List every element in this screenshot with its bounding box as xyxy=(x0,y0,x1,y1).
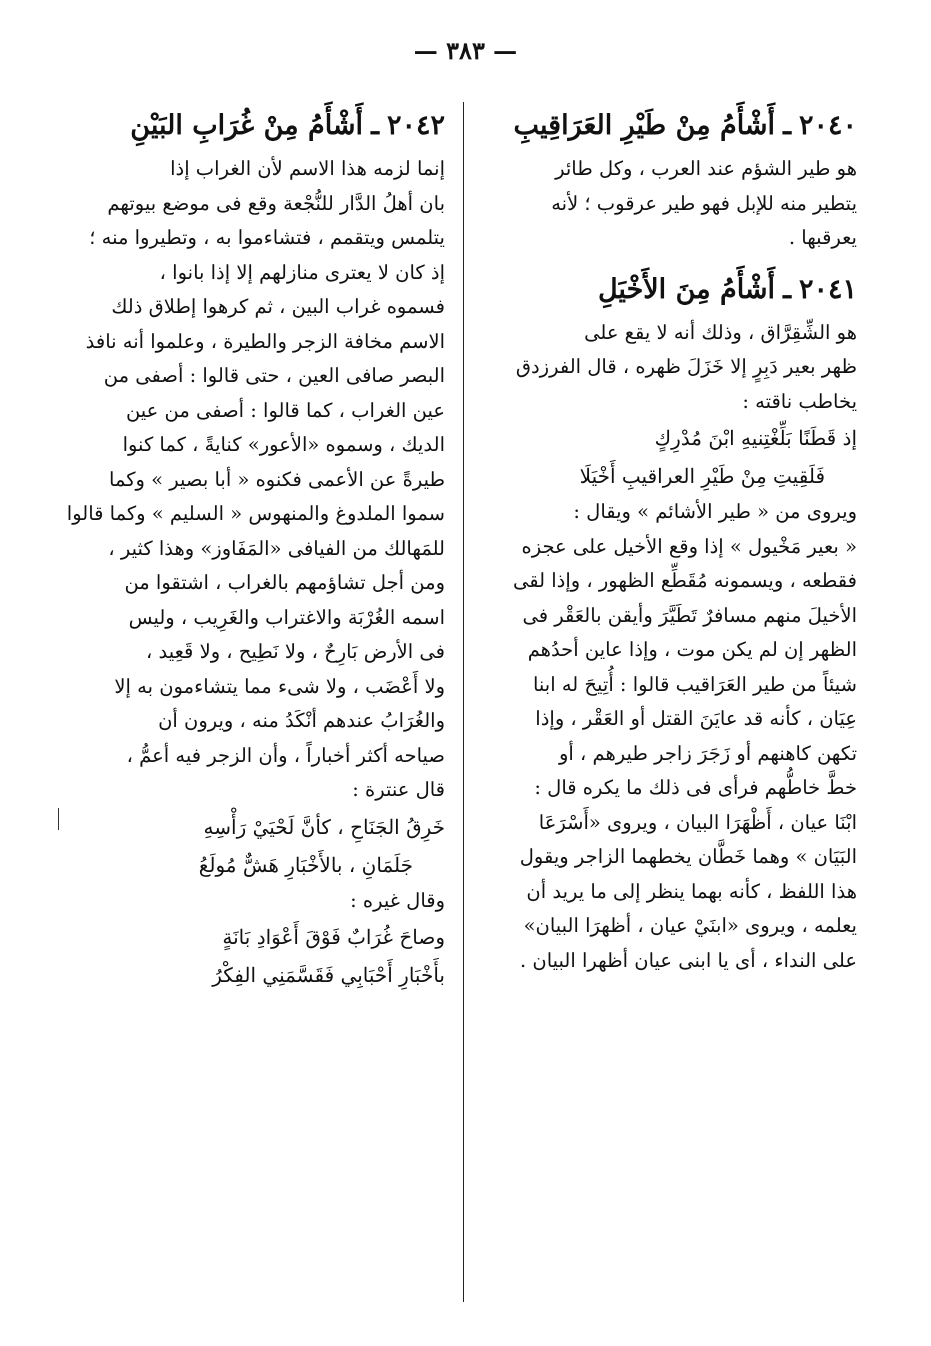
text-line: ابْنَا عيان ، أَظْهَرَا البيان ، ويروى «أَسْرَعَا xyxy=(538,810,857,834)
text-line: شيئاً من طير العَرَاقيب قالوا : أُتِيحَ له ابنا xyxy=(532,672,857,696)
text-line: يعرقبها . xyxy=(788,226,857,249)
text-line: الديك ، وسموه «الأعور» كنايةً ، كما كنوا xyxy=(122,433,445,456)
entry-heading-2041 xyxy=(475,264,857,316)
verse-line: جَلَمَانِ ، بالأَخْبَارِ هَشٌّ مُولَعُ xyxy=(198,852,413,877)
page-number: — ٣٨٣ — xyxy=(413,36,518,65)
text-line: بان أهلُ الدَّار للنُّجْعة وقع فى موضع بيوتهم xyxy=(107,191,445,215)
entry-title: أَشْأَمُ مِنْ غُرَابِ البَيْنِ xyxy=(130,110,364,141)
right-column xyxy=(475,100,857,978)
verse-line: وصاحَ غُرَابٌ فَوْقَ أَعْوَادِ بَانَةٍ xyxy=(222,925,445,949)
text-line: الاسم مخافة الزجر والطيرة ، وعلموا أنه نافذ xyxy=(85,329,445,353)
text-line: يخاطب ناقته : xyxy=(742,389,857,413)
text-line: هو الشِّقِرَّاق ، وذلك أنه لا يقع على xyxy=(584,320,857,344)
entry-number: ٢٠٤١ xyxy=(798,273,857,305)
text-line: الأخيلَ منهم مسافرٌ تَطَيَّرَ وأيقن بالعَقْر فى xyxy=(522,603,857,627)
text-line: على النداء ، أى يا ابنى عيان أظهرا البيان . xyxy=(520,948,857,972)
text-line: يعلمه ، ويروى «ابنَيْ عيان ، أظهرَا البيان» xyxy=(523,914,857,937)
text-line: تكهن كاهنهم أو زَجَرَ زاجر طيرهم ، أو xyxy=(558,741,857,765)
text-line: فسموه غراب البين ، ثم كرهوا إطلاق ذلك xyxy=(111,295,445,318)
text-line: خطَّ خاطُّهم فرأى فى ذلك ما يكره قال : xyxy=(534,776,857,799)
entry-number: ٢٠٤٢ xyxy=(386,110,445,141)
text-line: البصر صافى العين ، حتى قالوا : أصفى من xyxy=(103,364,445,387)
entry-heading-2040 xyxy=(475,100,857,152)
text-line: صياحه أكثر أخباراً ، وأن الزجر فيه أعمُّ ، xyxy=(126,743,445,767)
verse-line: خَرِقُ الجَنَاحِ ، كأنَّ لَحْيَيْ رَأْسِهِ xyxy=(203,814,445,839)
column-divider xyxy=(463,102,464,1302)
verse-line: بأَخْبَارِ أَحْبَابِي فَقَسَّمَنِي الفِكْرُ xyxy=(212,963,445,987)
text-line: اسمه الغُرْبَة والاغتراب والغَرِيب ، وليس xyxy=(128,605,445,629)
text-line: طيرةً عن الأعمى فكنوه « أبا بصير » وكما xyxy=(109,467,445,491)
text-line: البَيَان » وهما خَطَّان يخطهما الزاجر ويقول xyxy=(519,845,857,868)
entry-heading-2042 xyxy=(63,100,445,152)
text-line: يتطير منه للإبل فهو طير عرقوب ؛ لأنه xyxy=(551,191,857,215)
text-line: ويروى من « طير الأشائم » ويقال : xyxy=(573,500,857,523)
text-line: فقطعه ، ويسمونه مُقَطِّع الظهور ، وإذا لقى xyxy=(512,569,857,592)
verse-line: إذ قَطَنًا بَلِّغْتِنيهِ ابْنَ مُدْرِكٍ xyxy=(654,426,857,450)
text-line: عِيَان ، كأنه قد عايَنَ القتل أو العَقْر ، وإذا xyxy=(535,707,857,730)
text-line: للمَهالك من الفيافى «المَفَاوز» وهذا كثير ، xyxy=(108,536,445,560)
text-line: هذا اللفظ ، كأنه بهما ينظر إلى ما يريد أن xyxy=(526,879,857,903)
left-column xyxy=(63,100,445,994)
text-line: إنما لزمه هذا الاسم لأن الغراب إذا xyxy=(170,157,445,180)
text-line: سموا الملدوغ والمنهوس « السليم » وكما قالوا xyxy=(66,502,445,525)
entry-title: أَشْأَمُ مِنَ الأَخْيَلِ xyxy=(597,273,776,305)
text-line: يتلمس ويتقمم ، فتشاءموا به ، وتطيروا منه ؛ xyxy=(89,226,445,249)
entry-title: أَشْأَمُ مِنْ طَيْرِ العَرَاقِيبِ xyxy=(513,110,776,141)
entry-dash: ـ xyxy=(783,273,791,305)
text-line: « بعير مَخْيول » إذا وقع الأخيل على عجزه xyxy=(521,534,857,558)
text-line: ومن أجل تشاؤمهم بالغراب ، اشتقوا من xyxy=(124,571,445,594)
text-line: إذ كان لا يعترى منازلهم إلا إذا بانوا ، xyxy=(159,260,445,284)
text-line: فى الأرض بَارِحٌ ، ولا نَطِيح ، ولا قَعِيد ، xyxy=(146,640,445,663)
entry-dash: ـ xyxy=(371,110,379,141)
text-line: ظهر بعير دَبِرٍ إلا خَزَلَ ظهره ، قال الفرزدق xyxy=(515,355,857,378)
text-line: عين الغراب ، كما قالوا : أصفى من عين xyxy=(125,398,445,422)
entry-number: ٢٠٤٠ xyxy=(798,110,857,141)
text-line: وقال غيره : xyxy=(350,888,445,912)
margin-mark xyxy=(58,808,59,830)
text-line: الظهر إن لم يكن موت ، وإذا عاين أحدُهم xyxy=(527,638,857,661)
text-line: ولا أَعْضَب ، ولا شىء مما يتشاءمون به إلا xyxy=(114,674,445,698)
verse-line: فَلَقِيتِ مِنْ طَيْرِ العراقيبِ أَخْيَلَا xyxy=(579,464,825,488)
text-line: قال عنترة : xyxy=(352,778,445,801)
text-line: والغُرَابُ عندهم أنْكَدُ منه ، ويرون أن xyxy=(158,709,445,732)
entry-dash: ـ xyxy=(783,110,791,141)
text-line: هو طير الشؤم عند العرب ، وكل طائر xyxy=(555,157,857,180)
